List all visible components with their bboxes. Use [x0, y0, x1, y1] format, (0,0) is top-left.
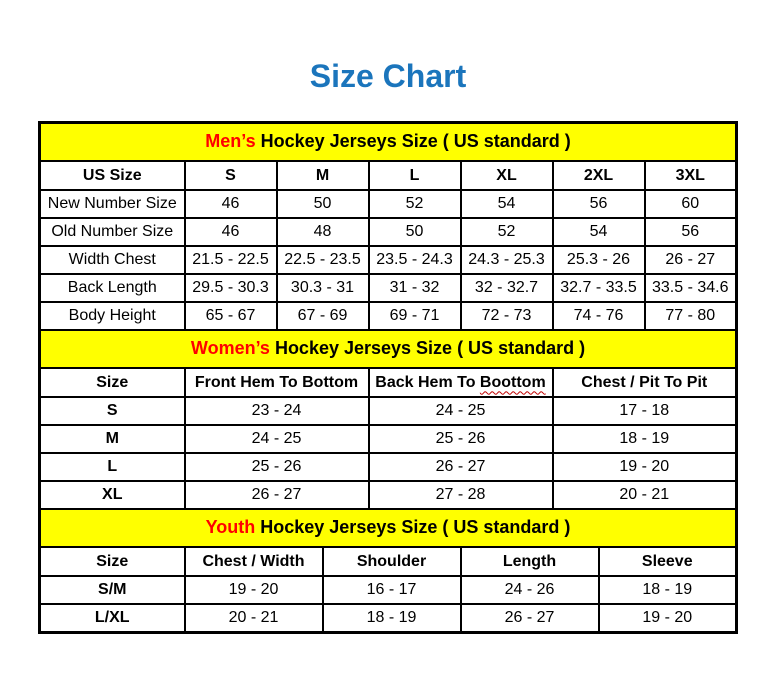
womens-row-label: L — [40, 453, 185, 481]
page-title: Size Chart — [309, 58, 467, 94]
womens-row-label: M — [40, 425, 185, 453]
womens-header-2: Back Hem To Boottom — [369, 368, 553, 397]
mens-value-cell: 25.3 - 26 — [553, 246, 645, 274]
mens-header-row — [40, 161, 737, 190]
womens-value-cell: 26 - 27 — [185, 481, 369, 509]
mens-row-label: Width Chest — [40, 246, 185, 274]
youth-band-highlight: Youth — [205, 517, 256, 538]
mens-value-cell: 24.3 - 25.3 — [461, 246, 553, 274]
youth-value-cell: 16 - 17 — [323, 576, 461, 604]
mens-value-cell: 23.5 - 24.3 — [369, 246, 461, 274]
mens-value-cell: 54 — [553, 218, 645, 246]
mens-value-cell: 50 — [369, 218, 461, 246]
youth-header-row — [40, 547, 737, 576]
womens-row-0 — [40, 397, 737, 425]
mens-value-cell: 60 — [645, 190, 737, 218]
mens-value-cell: 52 — [369, 190, 461, 218]
womens-value-cell: 19 - 20 — [553, 453, 737, 481]
mens-band-highlight: Men’s — [205, 131, 256, 152]
youth-value-cell: 19 - 20 — [185, 576, 323, 604]
mens-value-cell: 72 - 73 — [461, 302, 553, 330]
mens-value-cell: 67 - 69 — [277, 302, 369, 330]
womens-value-cell: 27 - 28 — [369, 481, 553, 509]
womens-row-3 — [40, 481, 737, 509]
youth-value-cell: 19 - 20 — [599, 604, 737, 633]
womens-row-label: S — [40, 397, 185, 425]
mens-value-cell: 77 - 80 — [645, 302, 737, 330]
womens-value-cell: 18 - 19 — [553, 425, 737, 453]
mens-value-cell: 31 - 32 — [369, 274, 461, 302]
mens-value-cell: 32 - 32.7 — [461, 274, 553, 302]
youth-value-cell: 20 - 21 — [185, 604, 323, 633]
size-table-body — [40, 123, 737, 633]
youth-row-label: L/XL — [40, 604, 185, 633]
size-table — [38, 121, 738, 634]
womens-band-highlight: Women’s — [190, 338, 270, 359]
mens-band-row — [40, 123, 737, 162]
mens-value-cell: 32.7 - 33.5 — [553, 274, 645, 302]
mens-value-cell: 65 - 67 — [185, 302, 277, 330]
mens-row-label: Back Length — [40, 274, 185, 302]
youth-value-cell: 26 - 27 — [461, 604, 599, 633]
youth-row-label: S/M — [40, 576, 185, 604]
womens-row-1 — [40, 425, 737, 453]
mens-section-band: Men’s Hockey Jerseys Size ( US standard ) — [40, 123, 737, 162]
womens-value-cell: 24 - 25 — [185, 425, 369, 453]
youth-value-cell: 24 - 26 — [461, 576, 599, 604]
youth-header-3: Length — [461, 547, 599, 576]
youth-row-0 — [40, 576, 737, 604]
mens-row-label: Body Height — [40, 302, 185, 330]
mens-value-cell: 56 — [553, 190, 645, 218]
mens-row-3 — [40, 274, 737, 302]
mens-value-cell: 46 — [185, 190, 277, 218]
misspelled-word: Boottom — [479, 373, 546, 391]
womens-value-cell: 17 - 18 — [553, 397, 737, 425]
mens-value-cell: 52 — [461, 218, 553, 246]
womens-value-cell: 25 - 26 — [185, 453, 369, 481]
womens-band-row — [40, 330, 737, 368]
youth-value-cell: 18 - 19 — [323, 604, 461, 633]
youth-header-0: Size — [40, 547, 185, 576]
womens-row-2 — [40, 453, 737, 481]
mens-value-cell: 21.5 - 22.5 — [185, 246, 277, 274]
youth-row-1 — [40, 604, 737, 633]
mens-value-cell: 48 — [277, 218, 369, 246]
mens-header-3: L — [369, 161, 461, 190]
mens-value-cell: 33.5 - 34.6 — [645, 274, 737, 302]
mens-row-4 — [40, 302, 737, 330]
youth-header-4: Sleeve — [599, 547, 737, 576]
womens-section-band: Women’s Hockey Jerseys Size ( US standard ) — [40, 330, 737, 368]
mens-header-4: XL — [461, 161, 553, 190]
mens-value-cell: 50 — [277, 190, 369, 218]
womens-value-cell: 25 - 26 — [369, 425, 553, 453]
womens-value-cell: 26 - 27 — [369, 453, 553, 481]
mens-header-0: US Size — [40, 161, 185, 190]
mens-value-cell: 69 - 71 — [369, 302, 461, 330]
mens-header-6: 3XL — [645, 161, 737, 190]
mens-value-cell: 74 - 76 — [553, 302, 645, 330]
mens-row-0 — [40, 190, 737, 218]
youth-section-band: Youth Hockey Jerseys Size ( US standard ) — [40, 509, 737, 547]
youth-header-2: Shoulder — [323, 547, 461, 576]
size-chart — [38, 121, 738, 634]
mens-row-1 — [40, 218, 737, 246]
mens-header-2: M — [277, 161, 369, 190]
mens-header-5: 2XL — [553, 161, 645, 190]
youth-band-row — [40, 509, 737, 547]
mens-value-cell: 46 — [185, 218, 277, 246]
womens-row-label: XL — [40, 481, 185, 509]
womens-header-3: Chest / Pit To Pit — [553, 368, 737, 397]
mens-value-cell: 54 — [461, 190, 553, 218]
womens-header-0: Size — [40, 368, 185, 397]
mens-value-cell: 26 - 27 — [645, 246, 737, 274]
youth-header-1: Chest / Width — [185, 547, 323, 576]
mens-row-label: New Number Size — [40, 190, 185, 218]
mens-value-cell: 22.5 - 23.5 — [277, 246, 369, 274]
womens-header-1: Front Hem To Bottom — [185, 368, 369, 397]
mens-row-label: Old Number Size — [40, 218, 185, 246]
womens-header-row — [40, 368, 737, 397]
mens-row-2 — [40, 246, 737, 274]
womens-value-cell: 23 - 24 — [185, 397, 369, 425]
mens-header-1: S — [185, 161, 277, 190]
womens-value-cell: 20 - 21 — [553, 481, 737, 509]
womens-value-cell: 24 - 25 — [369, 397, 553, 425]
mens-value-cell: 29.5 - 30.3 — [185, 274, 277, 302]
youth-value-cell: 18 - 19 — [599, 576, 737, 604]
mens-value-cell: 56 — [645, 218, 737, 246]
mens-value-cell: 30.3 - 31 — [277, 274, 369, 302]
